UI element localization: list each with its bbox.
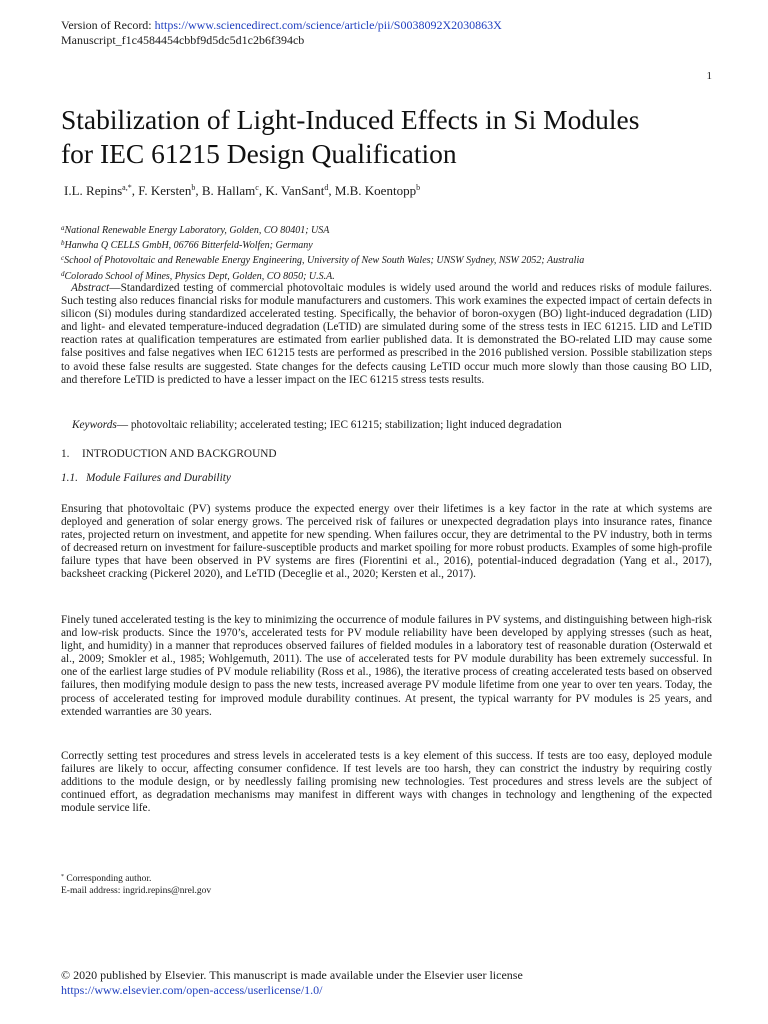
keywords [72, 419, 562, 431]
author-name: B. Hallam [201, 183, 256, 198]
license-link[interactable]: https://www.elsevier.com/open-access/userlicense/1.0/ [61, 983, 323, 997]
author-name: F. Kersten [138, 183, 192, 198]
keywords-text: — photovoltaic reliability; accelerated testing; IEC 61215; stabilization; light induced degradation [116, 419, 562, 431]
section-number: 1. [61, 448, 70, 460]
author-affiliation-marker: b [191, 183, 196, 192]
affiliation-list [61, 222, 721, 283]
affiliation-text: School of Photovoltaic and Renewable Energy Engineering, University of New South Wales; UNSW Sydney, NSW 2052; Australia [64, 255, 585, 267]
abstract-text: —Standardized testing of commercial photovoltaic modules is widely used around the world and reduces risks of module failures. Such testing also reduces financial risks for module manufacturers and customers. This work examines the expected impact of certain defects in silicon (Si) modules during standardized accelerated testing. Specifically, the behavior of boron-oxygen (BO) light-induced degradation (LID) and light- and elevated temperature-induced degradation (LeTID) are simulated during some of the stress tests in IEC 61215. LID and LeTID reaction rates at qualification temperatures are estimated from earlier published data. It is demonstrated the BO-related LID may cause some false positives and false negatives when IEC 61215 tests are performed as prescribed in the 2016 published version. Possible stabilization steps to avoid these false results are suggested. State changes for the defects causing LeTID occur much more slowly than those causing BO LID, and therefore LeTID is predicted to have a lesser impact on the IEC 61215 stress tests results. [61, 282, 712, 386]
footnote-marker: * [61, 874, 64, 880]
manuscript-id: Manuscript_f1c4584454cbbf9d5dc5d1c2b6f394cb [61, 33, 305, 47]
affiliation-item [61, 268, 721, 283]
author-affiliation-marker: a,* [122, 183, 132, 192]
license-notice [61, 968, 523, 998]
section-heading [61, 448, 277, 460]
author-separator: , [328, 183, 335, 198]
author-affiliation-marker: b [416, 183, 421, 192]
corresponding-author-note [61, 872, 211, 886]
license-text: © 2020 published by Elsevier. This manuscript is made available under the Elsevier user license [61, 968, 523, 982]
affiliation-marker: b [61, 239, 65, 248]
affiliation-text: National Renewable Energy Laboratory, Golden, CO 80401; USA [64, 225, 330, 236]
paper-title-line-2: for IEC 61215 Design Qualification [61, 138, 457, 169]
version-of-record-line [61, 18, 502, 32]
subsection-number: 1.1. [61, 472, 78, 484]
affiliation-marker: a [61, 224, 65, 232]
author-name: K. VanSant [265, 183, 325, 198]
author-affiliation-marker: d [324, 183, 329, 192]
affiliation-item [61, 237, 721, 252]
paper-title [61, 103, 741, 171]
affiliation-marker: c [61, 254, 65, 263]
body-paragraph: Correctly setting test procedures and stress levels in accelerated tests is a key element of this success. If tests are too easy, deployed module failures are likely to occur, affecting consumer confidence. If test levels are too harsh, they can constrict the industry by requiring costly additions to the module design, or by needlessly failing promising new technologies. Test procedures and stress levels are the subject of continued effort, as degradation mechanisms may manifest in different ways with changes in technology and lengthening of the expected module service life. [61, 750, 712, 815]
author-separator: , [195, 183, 202, 198]
body-paragraph: Finely tuned accelerated testing is the key to minimizing the occurrence of module failures in PV systems, and distinguishing between high-risk and low-risk products. Since the 1970’s, accelerated tests for PV module reliability have been developed by applying stresses (such as heat, light, and humidity) in a manner that reproduces observed failures of fielded modules in a laboratory test of reasonable duration (Osterwald et al., 2009; Smokler et al., 1985; Wohlgemuth, 2011). The use of accelerated tests for PV module durability has been extremely successful. In one of the earliest large studies of PV module reliability (Ross et al., 1986), the iterative process of creating accelerated tests based on observed failures, then modifying module design to pass the new tests, increased average PV module lifetime from one year to over ten years. Today, the process of accelerated testing for improved module durability continues. At present, the typical warranty for PV modules is 25 years, and extended warranties are 30 years. [61, 614, 712, 718]
footnote [61, 872, 211, 897]
author-name: M.B. Koentopp [334, 183, 417, 198]
page-number: 1 [706, 70, 712, 82]
keywords-label: Keywords [72, 419, 117, 431]
affiliation-text: Hanwha Q CELLS GmbH, 06766 Bitterfeld-Wolfen; Germany [64, 240, 313, 252]
affiliation-item [61, 222, 721, 237]
version-of-record-link[interactable]: https://www.sciencedirect.com/science/article/pii/S0038092X2030863X [154, 18, 502, 32]
abstract [61, 282, 712, 387]
author-affiliation-marker: c [255, 183, 259, 192]
author-separator: , [258, 183, 266, 198]
corresponding-author-text: Corresponding author. [64, 874, 152, 884]
version-of-record-label: Version of Record: [61, 18, 155, 32]
paper-title-line-1: Stabilization of Light-Induced Effects in Si Modules [61, 104, 640, 135]
section-title: INTRODUCTION AND BACKGROUND [82, 448, 277, 460]
affiliation-marker: d [61, 269, 65, 278]
body-paragraph: Ensuring that photovoltaic (PV) systems produce the expected energy over their lifetimes is a key factor in the rate at which systems are deployed and generation of solar energy grows. The perceived risk of failures or unexpected degradation plays into insurance rates, finance rates, projected return on investment, and appetite for new spending. When failures occur, they are detrimental to the PV industry, both in terms of decreased return on investment for failure-susceptible products and market spoiling for more robust products. Examples of some high-profile failure types that have been observed in PV systems are fires (Fiorentini et al., 2016), potential-induced degradation (Yang et al., 2017), backsheet cracking (Pickerel 2020), and LeTID (Deceglie et al., 2020; Kersten et al., 2017). [61, 503, 712, 581]
author-list [64, 183, 420, 199]
subsection-heading [61, 472, 231, 484]
abstract-label: Abstract [71, 282, 110, 294]
author-name: I.L. Repins [64, 183, 123, 198]
author-separator: , [131, 183, 139, 198]
subsection-title: Module Failures and Durability [86, 472, 231, 484]
corresponding-email: E-mail address: ingrid.repins@nrel.gov [61, 885, 212, 896]
affiliation-item [61, 252, 721, 267]
affiliation-text: Colorado School of Mines, Physics Dept, Golden, CO 8050; U.S.A. [64, 270, 335, 282]
